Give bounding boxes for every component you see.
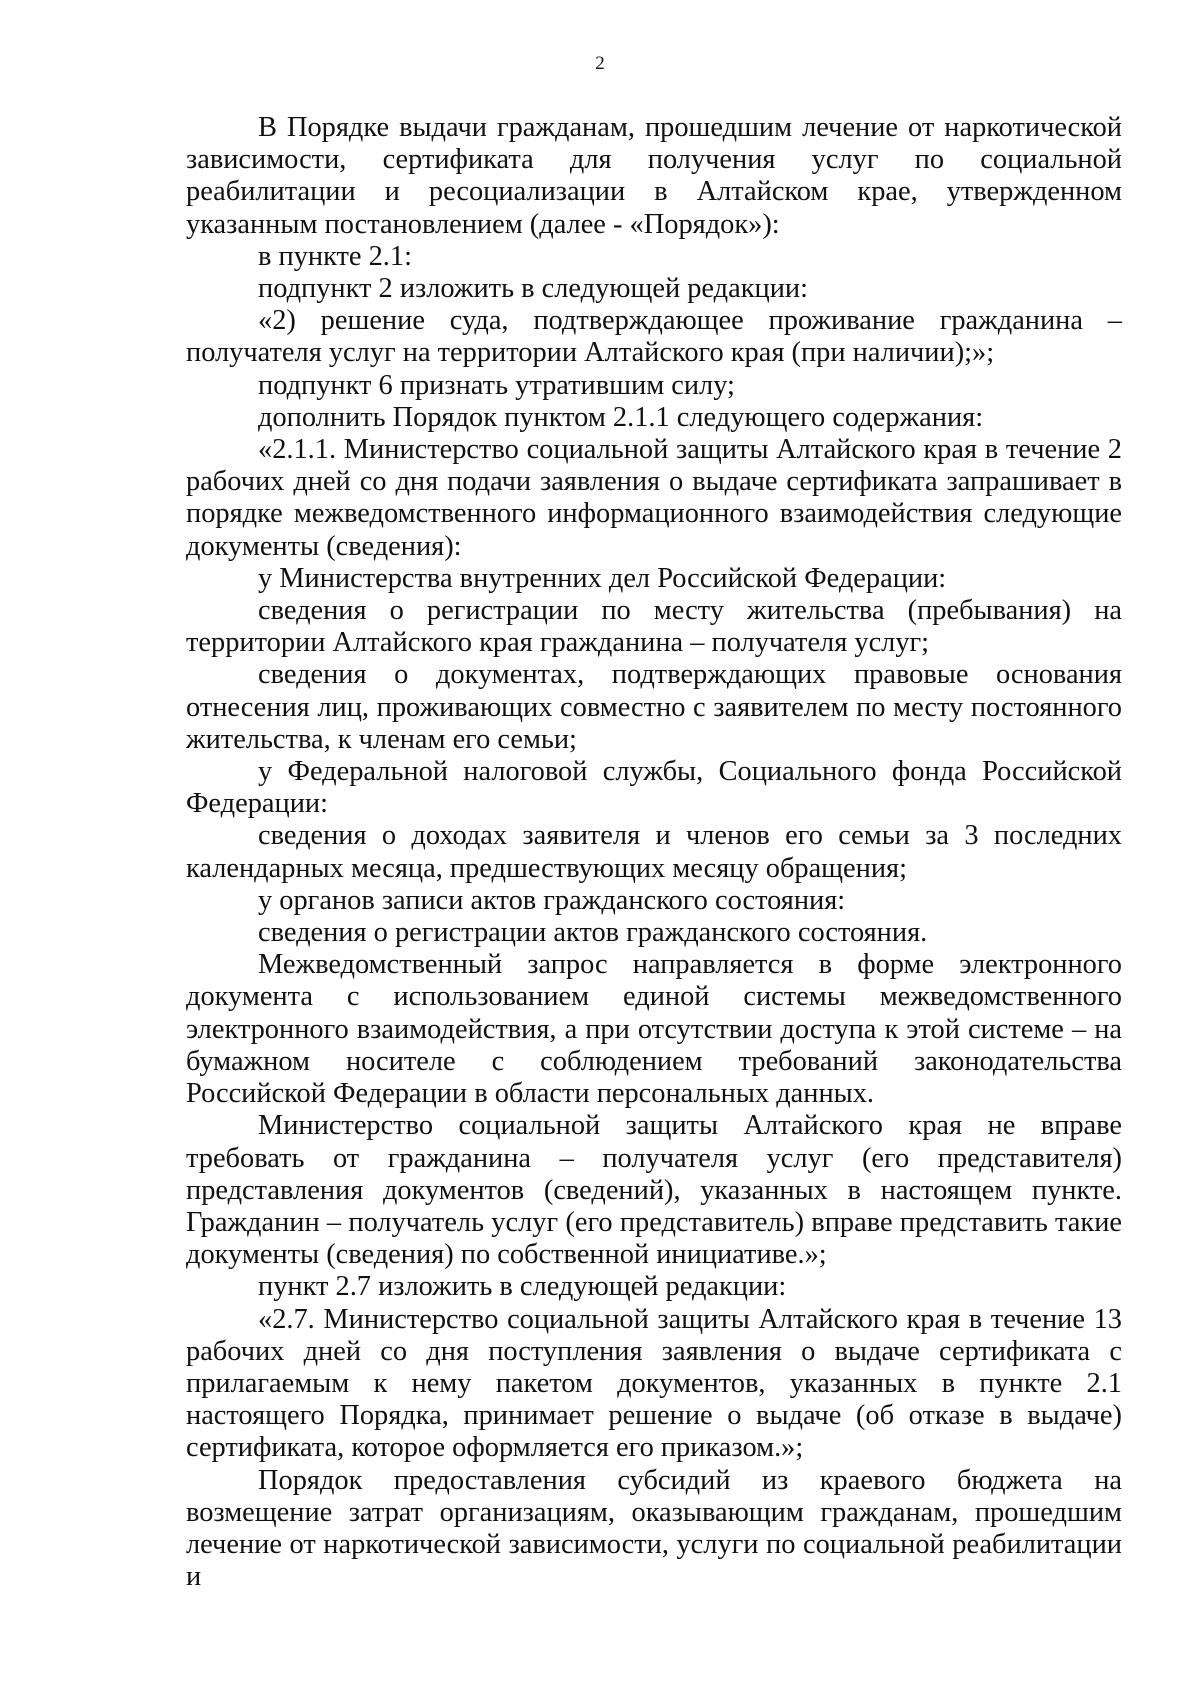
- paragraph: подпункт 2 изложить в следующей редакции:: [258, 273, 808, 305]
- paragraph: у Федеральной налоговой службы, Социального фонда Российской Федерации:: [186, 756, 1122, 820]
- paragraph: «2) решение суда, подтверждающее проживание гражданина – получателя услуг на территории Алтайского края (при наличии);»;: [186, 305, 1122, 369]
- paragraph: сведения о регистрации актов гражданского состояния.: [258, 917, 928, 949]
- page-number: 2: [595, 53, 605, 74]
- paragraph: «2.7. Министерство социальной защиты Алтайского края в течение 13 рабочих дней со дня поступления заявления о выдаче сертификата с прилагаемым к нему пакетом документов, указанных в пункте 2.1 настоящего Порядка, принимает решение о выдаче (об отказе в выдаче) сертификата, которое оформляется его приказом.»;: [186, 1303, 1122, 1464]
- paragraph: подпункт 6 признать утратившим силу;: [258, 369, 735, 401]
- document-body: [186, 112, 1122, 1593]
- paragraph: Министерство социальной защиты Алтайского края не вправе требовать от гражданина – получателя услуг (его представителя) представления документов (сведений), указанных в настоящем пункте. Гражданин – получатель услуг (его представитель) вправе представить такие документы (сведения) по собственной инициативе.»;: [186, 1110, 1122, 1271]
- paragraph: сведения о документах, подтверждающих правовые основания отнесения лиц, проживающих совместно с заявителем по месту постоянного жительства, к членам его семьи;: [186, 659, 1122, 755]
- paragraph: Порядок предоставления субсидий из краевого бюджета на возмещение затрат организациям, оказывающим гражданам, прошедшим лечение от наркотической зависимости, услуги по социальной реабилитации и: [186, 1464, 1122, 1593]
- paragraph: в пункте 2.1:: [258, 240, 412, 272]
- paragraph: у Министерства внутренних дел Российской Федерации:: [258, 562, 947, 594]
- paragraph: Межведомственный запрос направляется в форме электронного документа с использованием единой системы межведомственного электронного взаимодействия, а при отсутствии доступа к этой системе – на бумажном носителе с соблюдением требований законодательства Российской Федерации в области персональных данных.: [186, 949, 1122, 1110]
- paragraph: пункт 2.7 изложить в следующей редакции:: [258, 1271, 787, 1303]
- paragraph: «2.1.1. Министерство социальной защиты Алтайского края в течение 2 рабочих дней со дня подачи заявления о выдаче сертификата запрашивает в порядке межведомственного информационного взаимодействия следующие документы (сведения):: [186, 434, 1122, 562]
- paragraph: сведения о регистрации по месту жительства (пребывания) на территории Алтайского края гражданина – получателя услуг;: [186, 595, 1122, 659]
- paragraph: у органов записи актов гражданского состояния:: [258, 884, 846, 916]
- paragraph: В Порядке выдачи гражданам, прошедшим лечение от наркотической зависимости, сертификата для получения услуг по социальной реабилитации и ресоциализации в Алтайском крае, утвержденном указанным постановлением (далее - «Порядок»):: [186, 112, 1122, 240]
- paragraph: сведения о доходах заявителя и членов его семьи за 3 последних календарных месяца, предшествующих месяцу обращения;: [186, 820, 1122, 884]
- paragraph: дополнить Порядок пунктом 2.1.1 следующего содержания:: [258, 401, 984, 433]
